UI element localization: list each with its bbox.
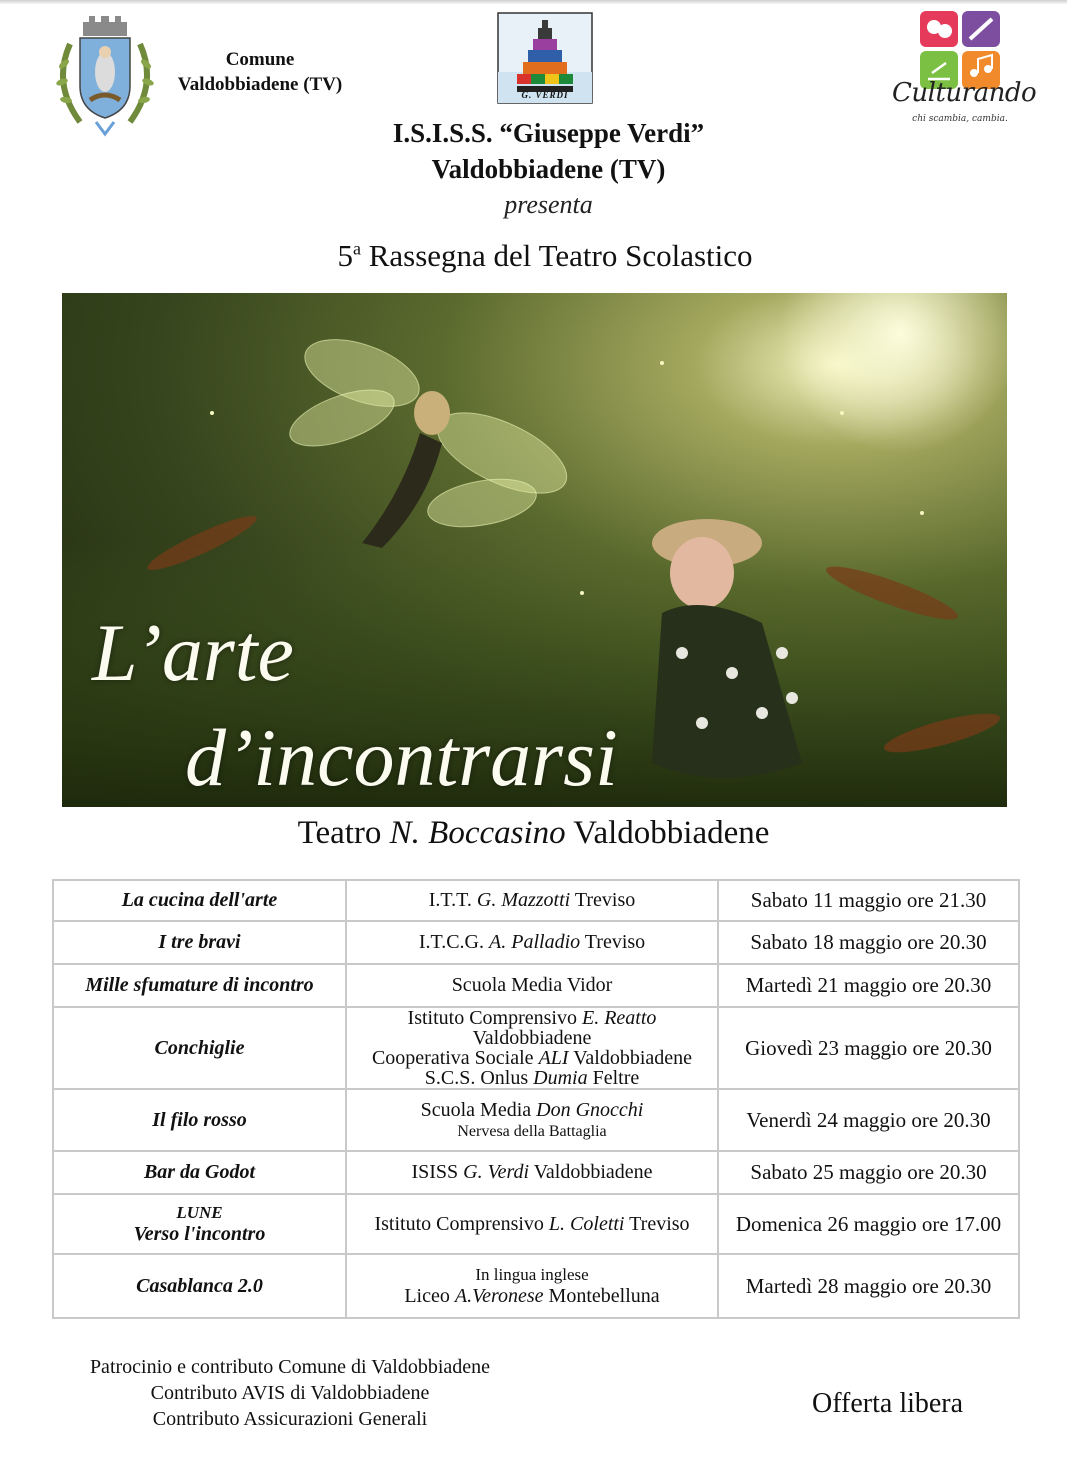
org-subline: Nervesa della Battaglia bbox=[457, 1122, 607, 1140]
show-title: Casablanca 2.0 bbox=[53, 1254, 346, 1318]
org-suffix: Feltre bbox=[587, 1067, 640, 1089]
org-name: A.Veronese bbox=[454, 1284, 544, 1307]
show-title: Mille sfumature di incontro bbox=[53, 964, 346, 1007]
org-line bbox=[351, 1068, 713, 1088]
series-name: Rassegna del Teatro Scolastico bbox=[360, 238, 753, 273]
org-suffix: Treviso bbox=[580, 931, 646, 953]
school-name: I.S.I.S.S. “Giuseppe Verdi” bbox=[392, 118, 705, 148]
series-number: 5 bbox=[337, 238, 353, 273]
org-prefix: Cooperativa Sociale bbox=[371, 1047, 539, 1069]
hero-title-line2: d’incontrarsi bbox=[185, 712, 618, 803]
show-date: Giovedì 23 maggio ore 20.30 bbox=[718, 1007, 1019, 1089]
comune-line1: Comune bbox=[225, 49, 295, 70]
org-name: Don Gnocchi bbox=[536, 1098, 644, 1121]
school-cell bbox=[346, 1089, 718, 1151]
org-name: G. Verdi bbox=[463, 1161, 530, 1183]
school-city: Valdobbiadene (TV) bbox=[431, 154, 666, 184]
org-name: G. Mazzotti bbox=[476, 889, 571, 911]
table-row bbox=[53, 1007, 1019, 1089]
school-cell bbox=[346, 1151, 718, 1194]
admission-note: Offerta libera bbox=[812, 1388, 964, 1419]
show-title: Verso l'incontro bbox=[133, 1222, 266, 1245]
sponsors-block bbox=[40, 1354, 540, 1432]
org-prefix: S.C.S. Onlus bbox=[424, 1067, 534, 1089]
org-prefix: Istituto Comprensivo bbox=[374, 1212, 549, 1235]
show-date: Martedì 28 maggio ore 20.30 bbox=[718, 1254, 1019, 1318]
org-line bbox=[351, 1099, 713, 1122]
presenta-text: presenta bbox=[504, 190, 593, 219]
org-prefix: Istituto Comprensivo bbox=[407, 1007, 582, 1029]
venue-prefix: Teatro bbox=[297, 815, 390, 851]
show-date: Venerdì 24 maggio ore 20.30 bbox=[718, 1089, 1019, 1151]
show-title: I tre bravi bbox=[53, 921, 346, 964]
show-date: Martedì 21 maggio ore 20.30 bbox=[718, 964, 1019, 1007]
comune-label bbox=[170, 47, 350, 97]
show-title: Conchiglie bbox=[53, 1007, 346, 1089]
sponsor-line: Patrocinio e contributo Comune di Valdobbiadene bbox=[89, 1356, 491, 1378]
school-cell bbox=[346, 1194, 718, 1254]
venue-city: Valdobbiadene bbox=[565, 815, 770, 851]
org-suffix: Montebelluna bbox=[543, 1284, 660, 1307]
schedule-table bbox=[52, 879, 1020, 1319]
org-suffix: Valdobbiadene bbox=[472, 1027, 592, 1049]
show-title: La cucina dell'arte bbox=[53, 880, 346, 921]
comune-line2: Valdobbiadene (TV) bbox=[177, 74, 343, 95]
org-note: In lingua inglese bbox=[475, 1264, 589, 1284]
school-cell: Scuola Media Vidor bbox=[346, 964, 718, 1007]
show-date: Sabato 11 maggio ore 21.30 bbox=[718, 880, 1019, 921]
org-prefix: ISISS bbox=[411, 1161, 464, 1183]
school-cell bbox=[346, 1254, 718, 1318]
school-cell bbox=[346, 880, 718, 921]
sponsor-line: Contributo AVIS di Valdobbiadene bbox=[150, 1382, 430, 1404]
top-edge-line bbox=[0, 0, 1067, 4]
show-title: Bar da Godot bbox=[53, 1151, 346, 1194]
school-cell bbox=[346, 1007, 718, 1089]
table-row bbox=[53, 1089, 1019, 1151]
org-name: ALI bbox=[538, 1047, 569, 1069]
hero-image bbox=[62, 293, 1007, 807]
org-prefix: I.T.C.G. bbox=[418, 931, 490, 953]
culturando-wordmark: Culturando bbox=[892, 78, 1037, 108]
show-title-small: LUNE bbox=[176, 1202, 223, 1222]
show-date: Sabato 18 maggio ore 20.30 bbox=[718, 921, 1019, 964]
table-row bbox=[53, 1151, 1019, 1194]
org-line bbox=[351, 1048, 713, 1068]
table-row bbox=[53, 921, 1019, 964]
venue-name: N. Boccasino bbox=[389, 815, 566, 851]
org-suffix: Treviso bbox=[570, 889, 636, 911]
show-title-cell bbox=[53, 1194, 346, 1254]
org-suffix: Valdobbiadene bbox=[529, 1161, 653, 1183]
table-row bbox=[53, 1194, 1019, 1254]
org-name: Dumia bbox=[533, 1067, 588, 1089]
table-row bbox=[53, 964, 1019, 1007]
org-prefix: Liceo bbox=[404, 1284, 455, 1307]
event-series-title bbox=[0, 238, 1067, 274]
org-prefix: I.T.T. bbox=[428, 889, 477, 911]
org-name: E. Reatto bbox=[582, 1007, 657, 1029]
culturando-tagline: chi scambia, cambia. bbox=[912, 114, 1008, 124]
hero-title-line1: L’arte bbox=[92, 607, 294, 698]
org-suffix: Valdobbiadene bbox=[568, 1047, 693, 1069]
org-line bbox=[351, 1008, 713, 1048]
org-prefix: Scuola Media bbox=[420, 1098, 537, 1121]
org-name: A. Palladio bbox=[489, 931, 581, 953]
series-ordinal: a bbox=[352, 238, 361, 259]
venue-line bbox=[0, 815, 1067, 852]
table-row bbox=[53, 880, 1019, 921]
school-logo-caption: G. VERDI bbox=[521, 90, 569, 100]
show-date: Domenica 26 maggio ore 17.00 bbox=[718, 1194, 1019, 1254]
sponsor-line: Contributo Assicurazioni Generali bbox=[152, 1408, 428, 1430]
show-title: Il filo rosso bbox=[53, 1089, 346, 1151]
school-cell bbox=[346, 921, 718, 964]
show-date: Sabato 25 maggio ore 20.30 bbox=[718, 1151, 1019, 1194]
org-line bbox=[351, 1285, 713, 1308]
org-suffix: Treviso bbox=[624, 1212, 690, 1235]
org-name: L. Coletti bbox=[548, 1212, 625, 1235]
table-row bbox=[53, 1254, 1019, 1318]
